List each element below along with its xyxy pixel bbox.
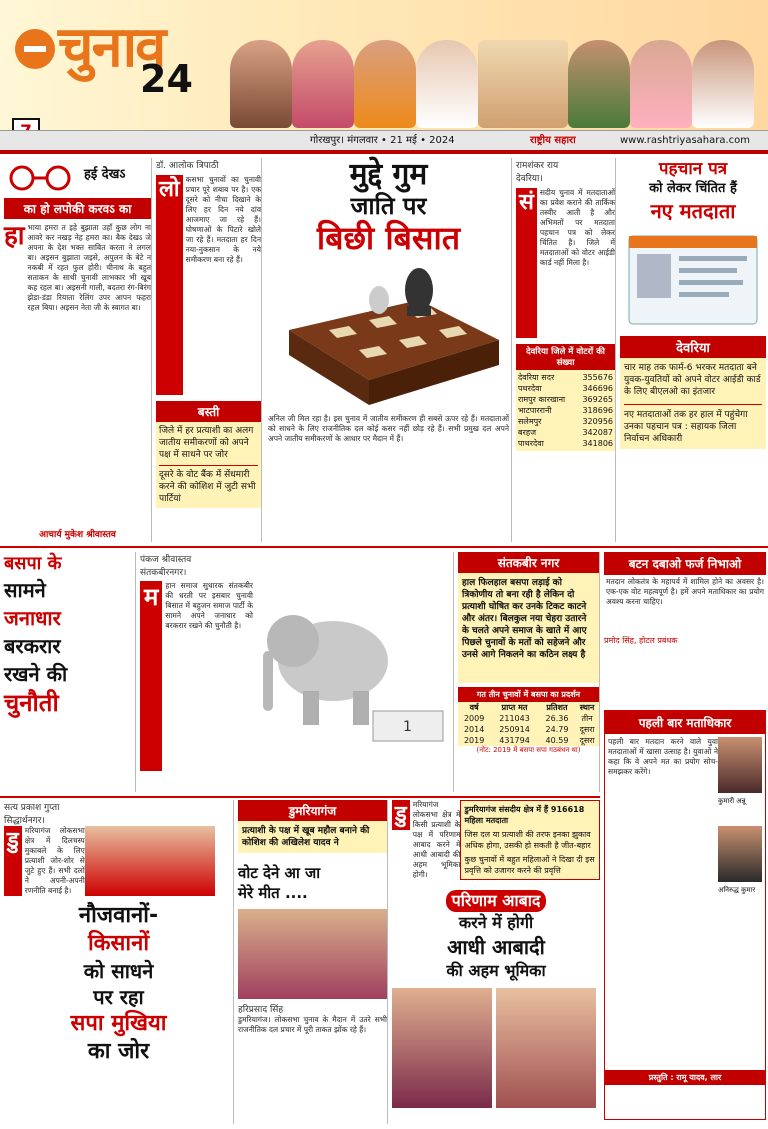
leader-photos — [230, 20, 750, 128]
bsp-headline-block — [4, 552, 136, 792]
stat-title: डुमरियागंज संसदीय क्षेत्र में हैं 916618 महिला मतदाता — [464, 805, 585, 825]
table-cell: सलेमपुर — [518, 417, 542, 426]
table-cell: 2009 — [463, 714, 485, 723]
leader-photo — [630, 40, 692, 128]
leader-photo — [416, 40, 478, 128]
credit: प्रस्तुति : रामू यादव, लार — [605, 1070, 765, 1085]
table-cell: 250914 — [499, 725, 530, 734]
highlight-text: जिले में हर प्रत्याशी का अलग जातीय समीकरणों को अपने पक्ष में साधने पर जोर — [159, 426, 254, 460]
table-cell: रामपुर कारखाना — [518, 395, 566, 404]
voter-table — [516, 370, 615, 451]
results-note: (नोट: 2019 में बसपा सपा गठबंधन था) — [476, 746, 581, 754]
headline-1: पहचान पत्र — [658, 159, 728, 179]
sp-story — [4, 800, 234, 1124]
voter-id-card-image — [623, 230, 763, 330]
table-row — [518, 394, 613, 405]
masthead — [0, 0, 768, 150]
table-cell: 369265 — [582, 395, 613, 404]
bullet-box — [620, 358, 766, 449]
table-row — [518, 416, 613, 427]
byline: पंकज श्रीवास्तव — [140, 555, 192, 565]
headline-line: बसपा के — [4, 553, 62, 574]
headline-line: किसानों — [87, 931, 150, 956]
section-header — [4, 158, 151, 198]
highlight-text-2: दूसरे के वोट बैंक में सेंधमारी करने की कोशिश में जुटी सभी पार्टियां — [159, 465, 258, 505]
table-row — [518, 405, 613, 416]
table-cell: पथरदेवा — [518, 384, 542, 393]
article-body: भाया हमरा त इहे बुझाता उहाँ कुछ लोग ना आवरे कर नखड़ नेह हमरा का। बैक देखऽ जे अपना के देश भक्त साबित करता ने लगल बा। अइसन बुझाता जइसे, अपुलन के बेटे न नकबी में रहत फुल होरी। चीनाथ के बहुत सताकन के साथी चुनावी लाभकार भी खूब कह रहल बा। अइसनी गाली, बदतरा रंग-बिरंग झेडा-डंडा रियाता रेलिंग उपर आपन फहरा रहल बिया। अइसन नेता जी के स्वागत बा। — [27, 223, 151, 312]
article-body: अनिल जी मिल रहा है। इस चुनाव में जातीय समीकरण ही सबसे ऊपर रहे हैं। मतदाताओं को साधने के लिए राजनीतिक दल कोई कसर नहीं छोड़ रहे हैं। सभी प्रमुख दल अपने अपने जातीय समीकरणों के आधार पर मैदान में हैं। — [268, 414, 509, 443]
headline-line: परिणाम आबाद — [446, 890, 547, 912]
leader-photo — [354, 40, 416, 128]
women-vote-story — [392, 800, 600, 1124]
table-cell: 26.36 — [545, 714, 569, 723]
table-row — [458, 724, 599, 735]
table-row — [518, 438, 613, 449]
logo-number: 24 — [140, 57, 193, 101]
vote-headline-2: मेरे मीत .... — [238, 884, 308, 902]
parliament-photo — [478, 40, 568, 128]
byline: रामशंकर राय — [516, 161, 559, 171]
table-title: देवरिया जिले में वोटरों की संख्या — [516, 344, 615, 370]
photo-caption: अनिरुद्ध कुमार — [718, 886, 756, 894]
section-title: डुमरियागंज — [238, 800, 387, 821]
results-table — [458, 702, 599, 746]
dropcap: डु — [4, 826, 22, 896]
table-cell: 40.59 — [545, 736, 569, 745]
dropcap: सं — [516, 188, 537, 338]
section-title: पहली बार मताधिकार — [605, 711, 765, 734]
article-body: सदीय चुनाव में मतदाताओं का प्रवेश कराने की तार्किक तस्वीर आती है और अभिमतों पर मतदाता पहचान पत्र को लेकर चिंतित है। जिले में मतदाताओं को वोटर आईडी कार्ड नहीं मिला है। — [539, 188, 615, 267]
santkabir-box — [458, 552, 600, 792]
elephant-podium-illustration — [253, 581, 453, 761]
headline: का हो लपोकी करवऽ का — [4, 198, 151, 219]
table-cell: 355676 — [582, 373, 613, 382]
bsp-story — [140, 552, 454, 792]
chunav-logo — [12, 14, 212, 114]
women-voters-photo — [238, 909, 387, 999]
bullet-2: नए मतदाताओं तक हर हाल में पहुंचेगा उनका पहचान पत्र : सहायक जिला निर्वाचन अधिकारी — [624, 404, 762, 445]
paper-name: राष्ट्रीय सहारा — [530, 135, 576, 146]
headline-line: का जोर — [87, 1039, 150, 1064]
headline-line: चुनौती — [4, 689, 59, 717]
article-body: पहली बार मतदान करने वाले युवा मतदाताओं में खासा उत्साह है। युवाओं ने कहा कि वे अपने मत का प्रयोग सोच-समझकर करेंगे। — [608, 737, 718, 776]
place: सिद्धार्थनगर। — [4, 816, 45, 826]
dropcap: डु — [392, 800, 410, 830]
button-box — [604, 552, 766, 656]
voter-photo — [718, 737, 762, 793]
headline-line: सामने — [4, 578, 46, 602]
highlight-box — [156, 422, 261, 508]
table-row — [518, 427, 613, 438]
table-header: स्थान — [579, 703, 595, 712]
section-title: बटन दबाओ फर्ज निभाओ — [604, 552, 766, 575]
table-cell: देवरिया सदर — [518, 373, 555, 382]
leader-photo — [85, 826, 215, 896]
table-cell: 2019 — [463, 736, 485, 745]
byline: डॉ. आलोक त्रिपाठी — [156, 161, 219, 171]
dropcap: म — [140, 581, 162, 771]
divider — [0, 546, 768, 548]
svg-text:1: 1 — [403, 719, 412, 735]
table-cell: 342087 — [582, 428, 613, 437]
bullet-1: चार माह तक फार्म-6 भरकर मतदाता बने युवक-युवतियों को अपने वोटर आईडी कार्ड के लिए बीएलओ का इंतजार — [624, 363, 761, 397]
pull-quote: हाल फिलहाल बसपा लड़ाई को त्रिकोणीय तो बना रही है लेकिन दो प्रत्याशी घोषित कर उनके टिकट काटने और अंतर। बिलकुल नया चेहरा उतारने के चलते अपने समाज के खाते में आए पिछले चुनावों के मतों को सहेजने और उनसे आगे निकलने का कठिन लक्ष्य है — [458, 573, 599, 683]
place: संतकबीरनगर। — [140, 568, 187, 578]
glasses-icon — [6, 164, 76, 192]
headline-line: नौजवानों- — [78, 903, 159, 928]
table-cell: तीन — [581, 714, 593, 723]
column-1 — [4, 158, 152, 542]
column-5 — [620, 158, 766, 542]
dropcap: हा — [4, 221, 25, 251]
dropcap: लो — [156, 175, 183, 395]
table-cell: 2014 — [463, 725, 485, 734]
table-cell: दूसरा — [579, 736, 595, 745]
leader-photo — [230, 40, 292, 128]
leader-photo — [568, 40, 630, 128]
website-url: www.rashtriyasahara.com — [620, 135, 751, 146]
table-header: प्रतिशत — [546, 703, 568, 712]
stat-bullet-2: कुछ चुनावों में बहुत महिलाओं ने दिखा दी इस प्रवृत्ति को उजागर करने की प्रवृत्ति — [464, 855, 595, 875]
byline: हरिप्रसाद सिंह — [238, 1005, 284, 1015]
table-cell: 211043 — [499, 714, 530, 723]
chess-board-illustration — [269, 260, 509, 410]
photo-caption: कुमारी अन्नू — [718, 797, 746, 805]
table-cell: 318696 — [582, 406, 613, 415]
leader-photo — [692, 40, 754, 128]
headline-line: आधी आबादी — [447, 935, 545, 959]
place: देवरिया। — [516, 174, 543, 184]
women-photo — [392, 988, 492, 1108]
main-headline-2: जाति पर — [350, 192, 427, 220]
results-title: गत तीन चुनावों में बसपा का प्रदर्शन — [458, 687, 599, 702]
article-body: मरियागंज लोकसभा क्षेत्र में किसी प्रत्याशी के पक्ष में परिणाम आबाद करने में आधी आबादी की अहम भूमिका होगी। — [412, 800, 461, 879]
headline-line: पर रहा — [93, 985, 144, 1009]
main-headline-3: बिछी बिसात — [316, 219, 461, 257]
headline-3: नए मतदाता — [650, 199, 736, 223]
women-photo — [496, 988, 596, 1108]
table-header-row — [458, 702, 599, 713]
table-header: प्राप्त मत — [501, 703, 528, 712]
leader-photo — [292, 40, 354, 128]
article-body: मतदान लोकतंत्र के महापर्व में शामिल होने का अवसर है। एक-एक वोट महत्वपूर्ण है। हमें अपने मताधिकार का प्रयोग अवश्य करना चाहिए। — [606, 577, 764, 606]
vote-headline-1: वोट देने आ जा — [238, 864, 321, 882]
main-headline-1: मुद्दे गुम — [349, 157, 428, 192]
ballot-icon — [12, 26, 58, 72]
voter-photo — [718, 826, 762, 882]
headline-line: करने में होगी — [458, 913, 534, 932]
table-row — [518, 372, 613, 383]
table-cell: बरहज — [518, 428, 537, 437]
table-cell: 341806 — [582, 439, 613, 448]
subsection-title: बस्ती — [156, 401, 261, 422]
byline: सत्य प्रकाश गुप्ता — [4, 803, 60, 813]
headline-line: को साधने — [83, 959, 154, 983]
author: प्रमोद सिंह, होटल प्रबंधक — [604, 636, 678, 645]
section-title: संतकबीर नगर — [458, 552, 599, 573]
column-2 — [156, 158, 262, 542]
article-body: मरियागंज लोकसभा क्षेत्र में दिलचस्प मुकाबले के लिए प्रत्याशी जोर-शोर से जुटे हुए हैं। सभी दलों ने अपनी-अपनी रणनीति बनाई है। — [24, 826, 85, 895]
table-cell: दूसरा — [579, 725, 595, 734]
article-body: कसभा चुनावों का चुनावी प्रचार पूरे शबाब पर है। एक दूसरे को नीचा दिखाने के लिए हर दिन नये दांव आजमाए जा रहे हैं। घोषणाओं के पिटारे खोले जा रहे हैं। मतदाता हर दिन नया-नुकसान के नये समीकरण बना रहे हैं। — [185, 175, 261, 264]
dateline: गोरखपुर। मंगलवार • 21 मई • 2024 — [310, 135, 455, 146]
table-cell: भाटपाररानी — [518, 406, 552, 415]
table-cell: 431794 — [499, 736, 530, 745]
table-row — [458, 735, 599, 746]
table-row — [458, 713, 599, 724]
headline-line: जनाधार — [4, 606, 61, 630]
pull-quote: प्रत्याशी के पक्ष में खूब महौल बनाने की कोशिश की अखिलेश यादव ने — [238, 821, 387, 853]
divider — [0, 150, 768, 154]
main-story — [266, 158, 512, 542]
dateline-bar — [0, 130, 768, 150]
author: आचार्य मुकेश श्रीवास्तव — [39, 530, 116, 540]
stat-box — [460, 800, 600, 880]
dumariyaganj-box — [238, 800, 388, 1124]
column-4 — [516, 158, 616, 542]
headline-line: रखने की — [4, 662, 68, 686]
table-cell: 320956 — [582, 417, 613, 426]
stat-bullet-1: जिस दल या प्रत्याशी की तरफ इनका झुकाव अधिक होगा, उसकी हो सकती है जीत-बहार — [464, 830, 591, 850]
article-body: डुमरियागंज। लोकसभा चुनाव के मैदान में उतरे सभी राजनीतिक दल प्रचार में पूरी ताकत झोंक रहे हैं। — [238, 1015, 387, 1034]
headline-2: को लेकर चिंतित हैं — [649, 181, 737, 196]
table-header: वर्ष — [469, 703, 479, 712]
headline-line: सपा मुखिया — [70, 1011, 167, 1036]
column-title: हई देखऽ — [84, 167, 126, 182]
article-body: हान समाज सुधारक संतकबीर की धरती पर इसबार चुनावी बिसात में बहुजन समाज पार्टी के सामने अपने जनाधार को बरकरार रखने की चुनौती है। — [165, 581, 253, 630]
headline-line: की अहम भूमिका — [446, 961, 546, 980]
first-vote-box — [604, 710, 766, 1120]
subsection-title: देवरिया — [620, 336, 766, 358]
table-row — [518, 383, 613, 394]
headline-line: बरकरार — [4, 634, 61, 658]
table-cell: पाथरदेवा — [518, 439, 544, 448]
table-cell: 24.79 — [545, 725, 569, 734]
divider — [0, 796, 600, 798]
table-cell: 346696 — [582, 384, 613, 393]
logo-text: चुनाव — [58, 15, 165, 80]
